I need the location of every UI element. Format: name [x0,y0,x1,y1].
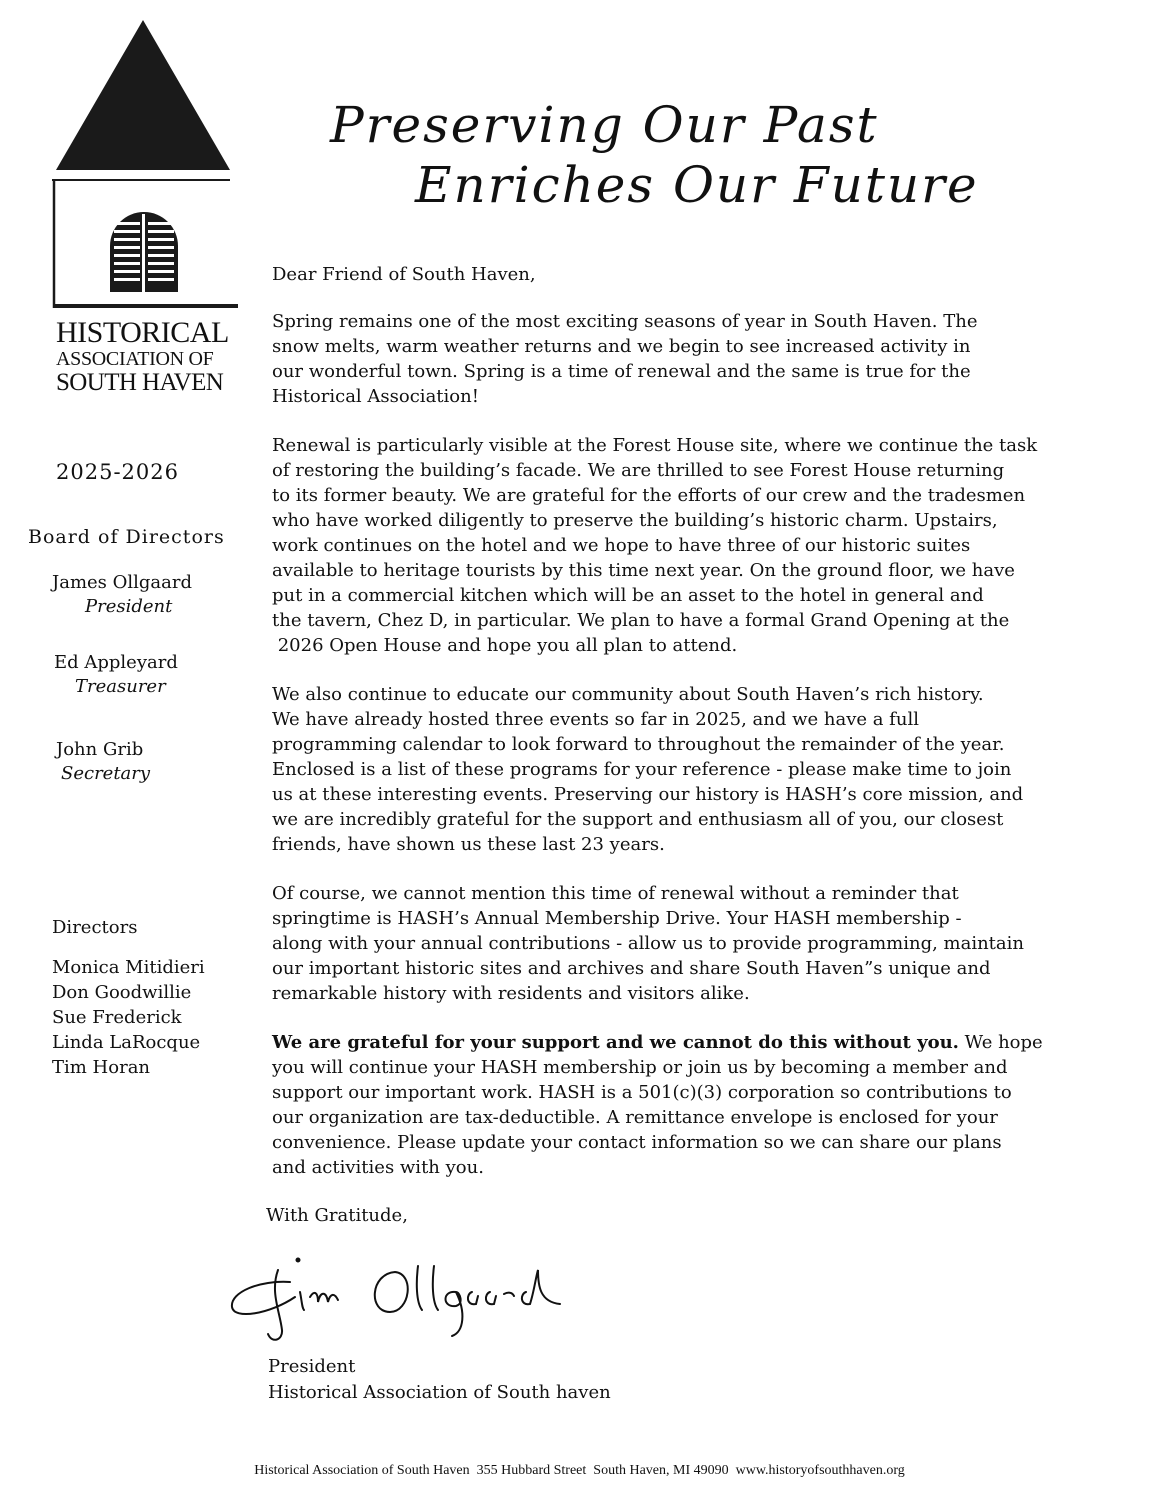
closing: With Gratitude, [266,1205,408,1226]
director-name: Linda LaRocque [52,1032,201,1053]
officer-role: Secretary [61,763,151,784]
officer-role: President [85,596,173,617]
letter-body [272,262,1132,1204]
text-line: Spring remains one of the most exciting seasons of year in South Haven. The [272,311,978,332]
paragraph-support [272,1030,1132,1180]
text-line: our wonderful town. Spring is a time of renewal and the same is true for the [272,361,971,382]
text-line: available to heritage tourists by this time next year. On the ground floor, we have [272,560,1015,581]
text-line: programming calendar to look forward to throughout the remainder of the year. [272,734,1005,755]
board-term: 2025-2026 [56,460,179,484]
text-line: our organization are tax-deductible. A remittance envelope is enclosed for your [272,1107,998,1128]
salutation: Dear Friend of South Haven, [272,264,536,285]
officer-treasurer [54,651,178,699]
officer-name: Ed Appleyard [54,652,178,673]
officer-role: Treasurer [75,676,166,697]
text-line: we are incredibly grateful for the support and enthusiasm all of you, our closest [272,809,1004,830]
signer-title: President [268,1356,356,1377]
text-fragment: We hope [958,1032,1043,1053]
text-line: We have already hosted three events so far in 2025, and we have a full [272,709,919,730]
text-line: Enclosed is a list of these programs for your reference - please make time to join [272,759,1012,780]
motto-line2: Enriches Our Future [415,156,979,214]
signer-block [268,1354,611,1406]
officer-president [52,571,192,619]
text-line: We also continue to educate our community about South Haven’s rich history. [272,684,984,705]
footer-address-line [0,1463,1159,1479]
logo-name-line1: HISTORICAL [56,316,229,349]
text-line: springtime is HASH’s Annual Membership Drive. Your HASH membership - [272,908,962,929]
footer-address: 355 Hubbard Street South Haven, MI 49090 [476,1463,729,1478]
text-line: us at these interesting events. Preserving our history is HASH’s core mission, and [272,784,1024,805]
signer-organization: Historical Association of South haven [268,1382,611,1403]
text-line: support our important work. HASH is a 501(c)(3) corporation so contributions to [272,1082,1012,1103]
text-line: who have worked diligently to preserve the building’s historic charm. Upstairs, [272,510,998,531]
text-line: you will continue your HASH membership or join us by becoming a member and [272,1057,1008,1078]
officer-name: John Grib [56,739,144,760]
text-line: 2026 Open House and hope you all plan to attend. [272,635,738,656]
text-line: Renewal is particularly visible at the Forest House site, where we continue the task [272,435,1038,456]
text-line: remarkable history with residents and visitors alike. [272,983,750,1004]
text-line: of restoring the building’s facade. We are thrilled to see Forest House returning [272,460,1005,481]
text-line: along with your annual contributions - allow us to provide programming, maintain [272,933,1025,954]
officer-name: James Ollgaard [52,572,193,593]
text-line: snow melts, warm weather returns and we begin to see increased activity in [272,336,971,357]
officer-secretary [56,738,150,786]
director-name: Don Goodwillie [52,982,192,1003]
text-line: the tavern, Chez D, in particular. We plan to have a formal Grand Opening at the [272,610,1010,631]
text-line: and activities with you. [272,1157,484,1178]
director-name: Tim Horan [52,1057,151,1078]
text-line [272,1030,1132,1055]
paragraph-spring [272,309,1132,409]
directors-list [52,955,205,1080]
paragraph-forest-house [272,433,1132,658]
text-line: to its former beauty. We are grateful for the efforts of our crew and the tradesmen [272,485,1026,506]
bold-statement: We are grateful for your support and we cannot do this without you. [272,1032,959,1053]
text-line: put in a commercial kitchen which will be an asset to the hotel in general and [272,585,984,606]
logo-name-line2: ASSOCIATION OF [56,348,214,370]
text-line: work continues on the hotel and we hope to have three of our historic suites [272,535,971,556]
text-line: Of course, we cannot mention this time of renewal without a reminder that [272,883,959,904]
paragraph-education [272,682,1132,857]
handwritten-signature [220,1252,590,1352]
director-name: Sue Frederick [52,1007,182,1028]
text-line: convenience. Please update your contact information so we can share our plans [272,1132,1002,1153]
directors-title: Directors [52,917,138,938]
paragraph-membership-drive [272,881,1132,1006]
motto-heading [300,95,1040,215]
footer-org: Historical Association of South Haven [254,1463,470,1478]
text-line: friends, have shown us these last 23 years. [272,834,665,855]
logo-name-line3: SOUTH HAVEN [56,369,224,396]
text-line: our important historic sites and archives and share South Haven”s unique and [272,958,991,979]
board-title: Board of Directors [28,526,225,548]
motto-line1: Preserving Our Past [330,96,879,154]
text-line: Historical Association! [272,386,479,407]
footer-website[interactable]: www.historyofsouthhaven.org [735,1463,905,1478]
director-name: Monica Mitidieri [52,957,205,978]
